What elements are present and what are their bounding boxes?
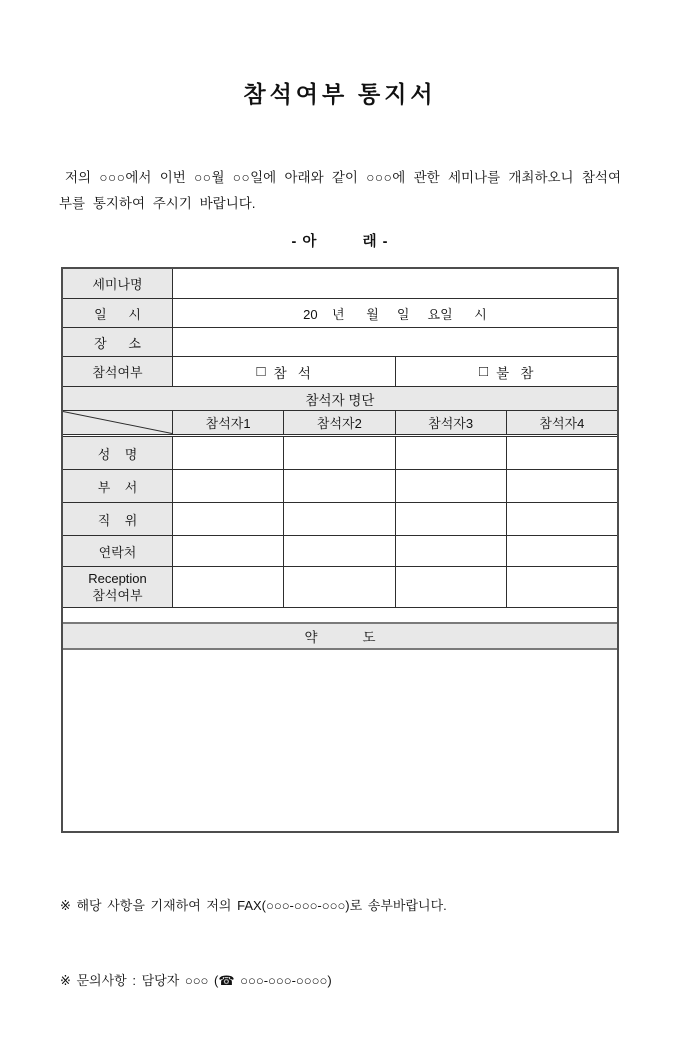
checkbox-icon: □ — [479, 363, 489, 380]
intro-paragraph: 저의 ○○○에서 이번 ○○월 ○○일에 아래와 같이 ○○○에 관한 세미나를 개최하오니 참석여부를 통지하여 주시기 바랍니다. — [59, 170, 621, 211]
position-field-attendee2[interactable] — [284, 503, 395, 535]
attendance-form-table — [61, 267, 619, 833]
roster-reception-row — [63, 567, 617, 608]
position-field-attendee4[interactable] — [507, 503, 617, 535]
datetime-row — [63, 299, 617, 328]
reception-label-line1: Reception — [88, 571, 147, 586]
footnote-fax: ※ 해당 사항을 기재하여 저의 FAX(○○○-○○○-○○○)로 송부바랍니다. — [60, 898, 447, 913]
reception-field-attendee1[interactable] — [173, 567, 284, 607]
roster-contact-row — [63, 536, 617, 567]
datetime-label: 일 시 — [63, 299, 173, 327]
attend-option-label: 참 석 — [273, 365, 311, 381]
roster-col-header-4: 참석자4 — [507, 411, 617, 434]
roster-col-header-3: 참석자3 — [396, 411, 507, 434]
roster-contact-label: 연락처 — [63, 536, 173, 566]
roster-dept-row — [63, 470, 617, 503]
footnote-contact: ※ 문의사항 : 담당자 ○○○ (☎ ○○○-○○○-○○○○) — [60, 973, 332, 988]
roster-reception-label — [63, 567, 173, 607]
roster-header-row — [63, 411, 617, 437]
roster-title-row — [63, 387, 617, 411]
roster-name-label: 성 명 — [63, 437, 173, 469]
attendance-label: 참석여부 — [63, 357, 173, 386]
name-field-attendee1[interactable] — [173, 437, 284, 469]
diagonal-line-icon — [63, 411, 172, 434]
dept-field-attendee2[interactable] — [284, 470, 395, 502]
seminar-name-row — [63, 269, 617, 299]
roster-position-row — [63, 503, 617, 536]
location-row — [63, 328, 617, 357]
roster-dept-label: 부 서 — [63, 470, 173, 502]
reception-field-attendee3[interactable] — [396, 567, 507, 607]
seminar-name-label: 세미나명 — [63, 269, 173, 298]
below-marker: - 아 래 - — [291, 234, 389, 250]
dept-field-attendee3[interactable] — [396, 470, 507, 502]
roster-title: 참석자 명단 — [63, 387, 617, 410]
location-label: 장 소 — [63, 328, 173, 356]
roster-col-header-1: 참석자1 — [173, 411, 284, 434]
dept-field-attendee4[interactable] — [507, 470, 617, 502]
attendance-options — [173, 357, 617, 386]
checkbox-icon: □ — [256, 363, 266, 380]
reception-field-attendee2[interactable] — [284, 567, 395, 607]
roster-name-row — [63, 437, 617, 470]
location-field[interactable] — [173, 328, 617, 356]
attendance-row — [63, 357, 617, 387]
contact-field-attendee4[interactable] — [507, 536, 617, 566]
seminar-name-field[interactable] — [173, 269, 617, 298]
roster-position-label: 직 위 — [63, 503, 173, 535]
position-field-attendee1[interactable] — [173, 503, 284, 535]
page-title: 참석여부 통지서 — [243, 82, 437, 107]
name-field-attendee4[interactable] — [507, 437, 617, 469]
attend-checkbox-option[interactable] — [173, 357, 396, 386]
name-field-attendee2[interactable] — [284, 437, 395, 469]
contact-field-attendee3[interactable] — [396, 536, 507, 566]
roster-col-header-2: 참석자2 — [284, 411, 395, 434]
absent-checkbox-option[interactable] — [396, 357, 618, 386]
footnotes — [60, 843, 620, 1043]
contact-field-attendee2[interactable] — [284, 536, 395, 566]
position-field-attendee3[interactable] — [396, 503, 507, 535]
name-field-attendee3[interactable] — [396, 437, 507, 469]
dept-field-attendee1[interactable] — [173, 470, 284, 502]
contact-field-attendee1[interactable] — [173, 536, 284, 566]
reception-field-attendee4[interactable] — [507, 567, 617, 607]
map-drawing-area[interactable] — [63, 650, 617, 831]
absent-option-label: 불 참 — [496, 365, 534, 381]
map-section-title: 약 도 — [63, 622, 617, 650]
roster-corner-cell — [63, 411, 173, 434]
datetime-field[interactable]: 20 년 월 일 요일 시 — [173, 299, 617, 327]
spacer-row — [63, 608, 617, 622]
reception-label-line2: 참석여부 — [92, 588, 143, 603]
